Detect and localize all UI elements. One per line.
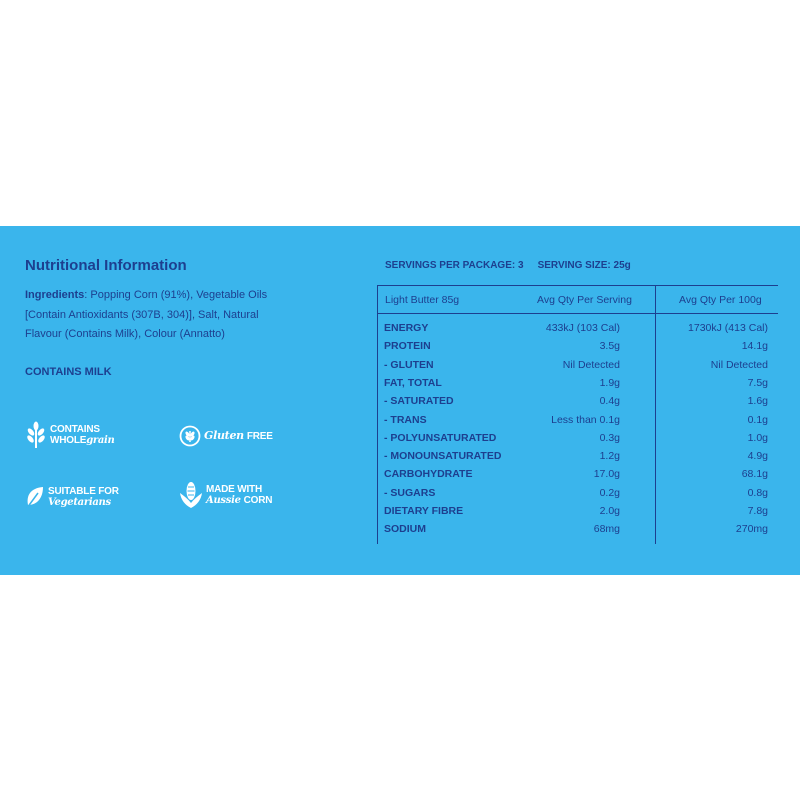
per-serving-value: 0.3g [599, 431, 620, 444]
table-row [378, 505, 778, 523]
table-row [378, 359, 778, 377]
per-serving-value: 17.0g [593, 468, 620, 481]
per-100g-value: 1.6g [747, 395, 768, 408]
table-row [378, 322, 778, 340]
table-row [378, 377, 778, 395]
corn-icon [179, 481, 203, 509]
per-100g-value: 1730kJ (413 Cal) [688, 322, 768, 334]
leaf-icon [25, 485, 45, 509]
table-row [378, 414, 778, 432]
badge-gluten-script: Gluten [204, 429, 244, 442]
per-serving-value: Nil Detected [562, 358, 620, 371]
per-100g-value: 270mg [735, 523, 768, 536]
ingredients-text [25, 286, 295, 345]
badge-gluten-free-label: FREE [246, 431, 273, 442]
gluten-free-icon [179, 425, 201, 447]
table-row [378, 395, 778, 413]
nutrient-label: CARBOHYDRATE [384, 468, 473, 481]
per-serving-value: 0.2g [599, 486, 620, 499]
header-per-100g: Avg Qty Per 100g [679, 294, 762, 306]
per-100g-value: 1.0g [747, 431, 768, 444]
ingredients-list: : Popping Corn (91%), Vegetable Oils [Contain Antioxidants (307B, 304)], Salt, Natural Flavour (Contains Milk), Colour (Annatto) [25, 289, 268, 340]
ingredients-label: Ingredients [25, 289, 85, 301]
per-100g-value: 0.8g [747, 486, 768, 499]
per-serving-value: 68mg [593, 523, 620, 536]
nutrient-label: - GLUTEN [384, 358, 434, 371]
per-serving-value: 1.9g [599, 376, 620, 389]
header-per-serving: Avg Qty Per Serving [537, 294, 632, 306]
per-serving-value: Less than 0.1g [551, 413, 620, 426]
badge-wholegrain-whole: WHOLE [50, 435, 87, 446]
wheat-icon [25, 421, 47, 449]
allergen-note: CONTAINS MILK [25, 366, 112, 378]
servings-per-package: SERVINGS PER PACKAGE: 3 [385, 260, 524, 271]
badge-wholegrain-line1: CONTAINS [50, 424, 100, 435]
table-row [378, 468, 778, 486]
per-serving-value: 433kJ (103 Cal) [545, 322, 620, 334]
nutrient-label: FAT, TOTAL [384, 376, 442, 389]
badge-aussie-line1: MADE WITH [206, 484, 262, 495]
nutrient-label: SODIUM [384, 523, 426, 536]
nutrient-label: DIETARY FIBRE [384, 505, 464, 517]
table-header-divider [378, 313, 778, 314]
badge-wholegrain-grain: grain [86, 435, 115, 446]
nutrient-label: - SUGARS [384, 486, 436, 499]
per-serving-value: 2.0g [599, 505, 620, 517]
badge-vegetarians-line2: Vegetarians [48, 497, 111, 508]
nutrient-label: - SATURATED [384, 395, 454, 408]
nutrient-label: - TRANS [384, 413, 427, 426]
per-serving-value: 1.2g [599, 450, 620, 463]
per-100g-value: 7.5g [747, 376, 768, 389]
badge-aussie-corn: CORN [243, 495, 273, 506]
per-serving-value: 0.4g [599, 395, 620, 408]
badge-vegetarians-line1: SUITABLE FOR [48, 486, 119, 497]
page-title: Nutritional Information [25, 257, 187, 274]
badge-aussie-script: Aussie [206, 495, 241, 506]
badge-gluten-free [179, 425, 273, 447]
per-100g-value: 4.9g [747, 450, 768, 463]
per-100g-value: Nil Detected [710, 358, 768, 371]
header-product: Light Butter 85g [385, 294, 460, 306]
nutrient-label: PROTEIN [384, 340, 431, 353]
serving-info [385, 260, 631, 271]
table-row [378, 340, 778, 358]
per-serving-value: 3.5g [599, 340, 620, 353]
table-row [378, 432, 778, 450]
per-100g-value: 14.1g [741, 340, 768, 353]
nutrient-label: - MONOUNSATURATED [384, 450, 502, 463]
per-100g-value: 7.8g [747, 505, 768, 517]
nutrient-label: ENERGY [384, 322, 429, 334]
table-row [378, 487, 778, 505]
nutrient-label: - POLYUNSATURATED [384, 431, 497, 444]
table-row [378, 450, 778, 468]
per-100g-value: 68.1g [741, 468, 768, 481]
table-top-border [378, 285, 778, 286]
badge-vegetarians [25, 485, 119, 509]
table-row [378, 523, 778, 541]
badge-wholegrain [25, 421, 115, 449]
per-100g-value: 0.1g [747, 413, 768, 426]
badge-aussie-corn [179, 481, 272, 509]
serving-size: SERVING SIZE: 25g [537, 260, 631, 271]
